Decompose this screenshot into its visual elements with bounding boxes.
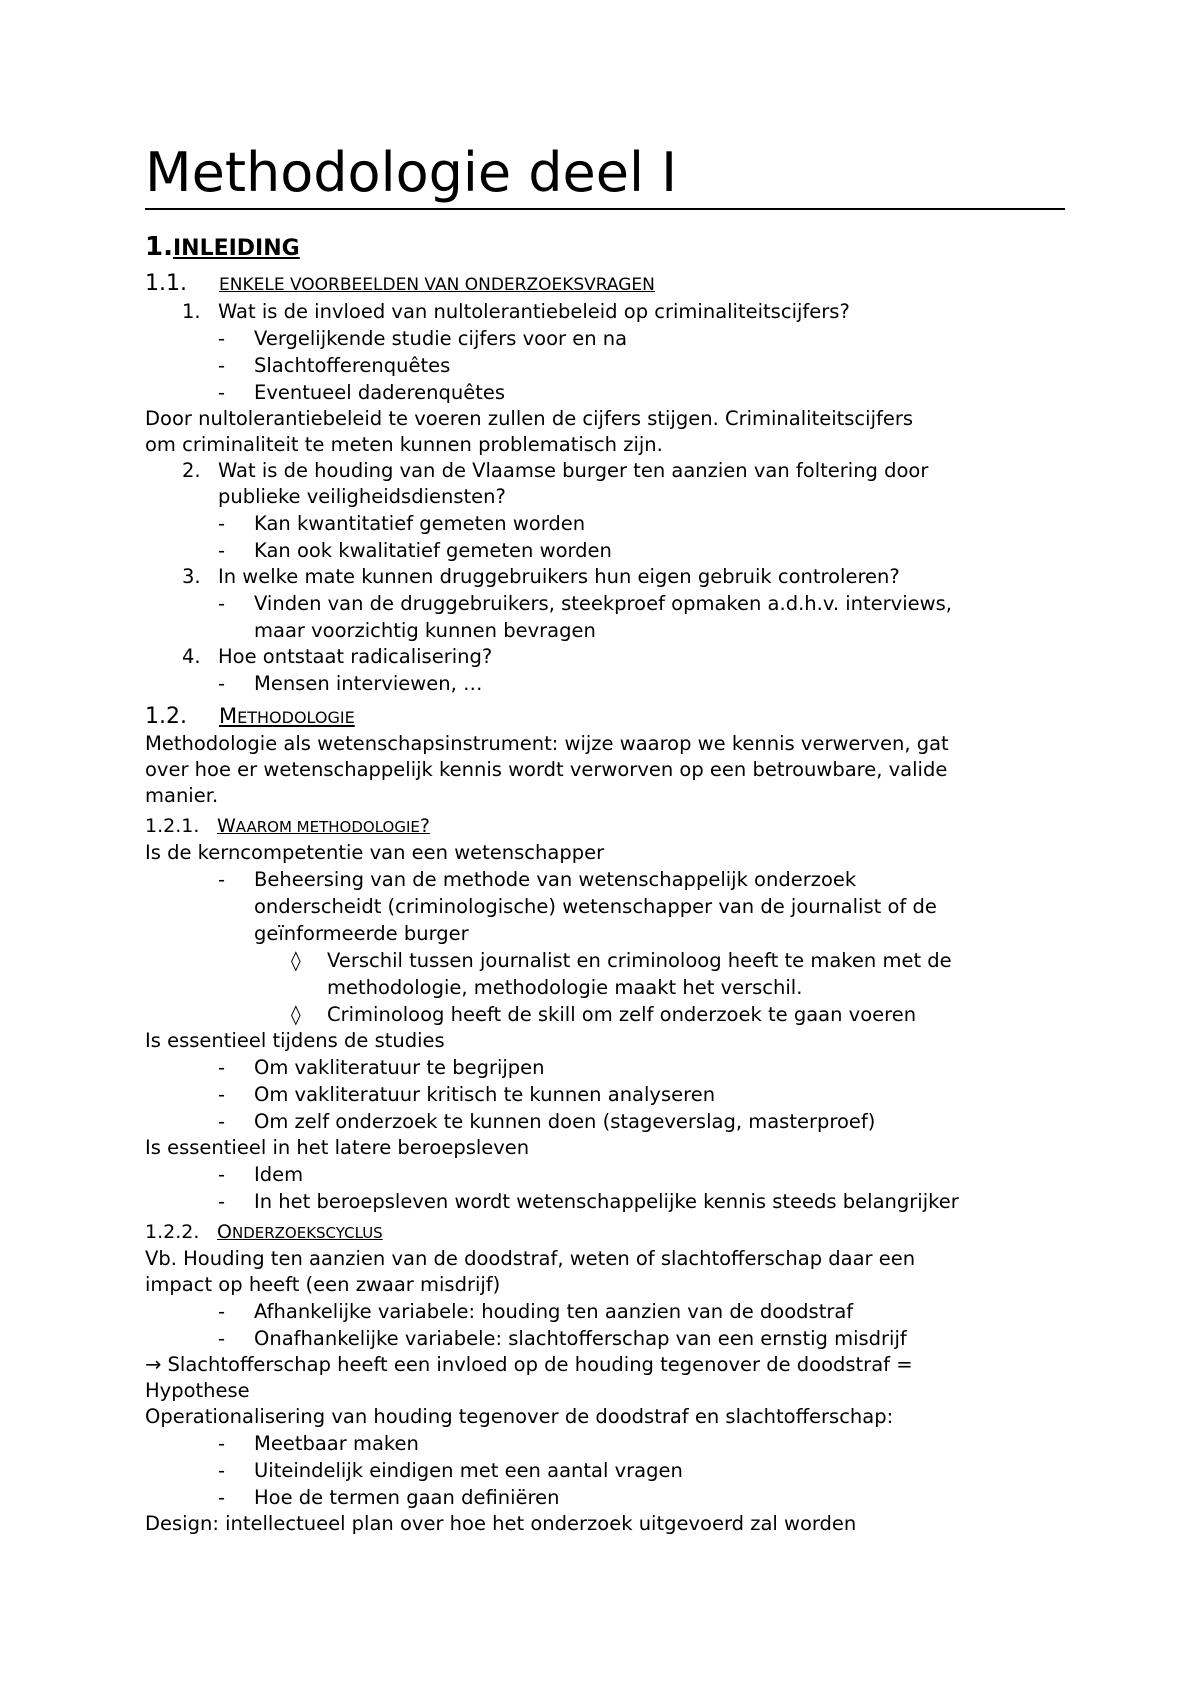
paragraph-line: Is essentieel tijdens de studies bbox=[145, 1029, 445, 1052]
sub-list-item bbox=[291, 947, 1065, 974]
question-2-cont bbox=[182, 484, 1065, 510]
paragraph-line: impact op heeft (een zwaar misdrijf) bbox=[145, 1273, 501, 1296]
heading-waarom bbox=[145, 813, 1065, 840]
list-number: 1. bbox=[182, 300, 201, 323]
dash-marker: - bbox=[218, 1163, 226, 1186]
list-item-text: Verschil tussen journalist en criminoloog heeft te maken met de bbox=[327, 949, 952, 972]
dash-marker: - bbox=[218, 1056, 226, 1079]
dash-marker: - bbox=[218, 539, 226, 562]
heading-label bbox=[219, 703, 355, 731]
sub-list-item-cont bbox=[291, 974, 1065, 1001]
list-item bbox=[218, 379, 1065, 406]
heading-rest: AAROM METHODOLOGIE bbox=[235, 818, 420, 836]
list-item bbox=[218, 1430, 1065, 1457]
list-item bbox=[218, 590, 1065, 617]
heading-inleiding bbox=[145, 230, 1065, 266]
diamond-marker: ◊ bbox=[291, 949, 301, 972]
paragraph-line: Is de kerncompetentie van een wetenschapper bbox=[145, 841, 605, 864]
dash-marker: - bbox=[218, 512, 226, 535]
list-item-cont bbox=[218, 893, 1065, 920]
list-item bbox=[218, 537, 1065, 564]
dash-marker: - bbox=[218, 672, 226, 695]
question-text: Wat is de invloed van nultolerantiebeleid op criminaliteitscijfers? bbox=[218, 300, 850, 323]
dash-marker: - bbox=[218, 1110, 226, 1133]
dash-marker: - bbox=[218, 1432, 226, 1455]
list-item bbox=[218, 1298, 1065, 1325]
paragraph-line: Hypothese bbox=[145, 1379, 250, 1402]
list-item-text: Beheersing van de methode van wetenschappelijk onderzoek bbox=[254, 868, 857, 891]
list-item-text: Om vakliteratuur te begrijpen bbox=[254, 1056, 545, 1079]
list-item-text: maar voorzichtig kunnen bevragen bbox=[254, 619, 596, 642]
list-item bbox=[218, 1484, 1065, 1511]
paragraph-line: Vb. Houding ten aanzien van de doodstraf, weten of slachtofferschap daar een bbox=[145, 1247, 916, 1270]
dash-marker: - bbox=[218, 1083, 226, 1106]
list-item bbox=[218, 1161, 1065, 1188]
heading-voorbeelden bbox=[145, 270, 1065, 299]
list-item bbox=[218, 866, 1065, 893]
heading-initial: M bbox=[219, 704, 238, 728]
heading-label bbox=[217, 1219, 383, 1246]
list-item-text: methodologie, methodologie maakt het verschil. bbox=[327, 976, 803, 999]
list-item-text: Meetbaar maken bbox=[254, 1432, 419, 1455]
heading-initial: W bbox=[217, 815, 236, 837]
question-3 bbox=[182, 564, 1065, 590]
list-item bbox=[218, 325, 1065, 352]
list-item-text: In het beroepsleven wordt wetenschappelijke kennis steeds belangrijker bbox=[254, 1190, 959, 1213]
dash-marker: - bbox=[218, 354, 226, 377]
list-item bbox=[218, 1108, 1065, 1135]
heading-rest: ETHODOLOGIE bbox=[237, 708, 355, 727]
heading-end: ? bbox=[419, 815, 430, 837]
dash-marker: - bbox=[218, 868, 226, 891]
list-number: 4. bbox=[182, 645, 201, 668]
paragraph-text: Slachtofferschap heeft een invloed op de houding tegenover de doodstraf = bbox=[167, 1353, 913, 1376]
list-item bbox=[218, 1188, 1065, 1215]
heading-number: 1.2.2. bbox=[145, 1221, 200, 1243]
heading-number: 1.2. bbox=[145, 704, 187, 729]
list-item bbox=[218, 352, 1065, 379]
dash-marker: - bbox=[218, 1190, 226, 1213]
heading-methodologie bbox=[145, 703, 1065, 731]
list-item bbox=[218, 1054, 1065, 1081]
dash-marker: - bbox=[218, 381, 226, 404]
sub-list-item bbox=[291, 1001, 1065, 1028]
list-item-text: Kan ook kwalitatief gemeten worden bbox=[254, 539, 612, 562]
dash-marker: - bbox=[218, 1459, 226, 1482]
dash-marker: - bbox=[218, 592, 226, 615]
list-item-text: Vinden van de druggebruikers, steekproef opmaken a.d.h.v. interviews, bbox=[254, 592, 952, 615]
paragraph-line: Design: intellectueel plan over hoe het onderzoek uitgevoerd zal worden bbox=[145, 1512, 857, 1535]
document-page bbox=[145, 140, 1065, 1537]
list-item-cont bbox=[218, 617, 1065, 644]
list-item bbox=[218, 1457, 1065, 1484]
list-item bbox=[218, 1081, 1065, 1108]
list-item-text: Onafhankelijke variabele: slachtofferschap van een ernstig misdrijf bbox=[254, 1327, 907, 1350]
document-title: Methodologie deel I bbox=[145, 140, 1065, 210]
heading-label: INLEIDING bbox=[172, 236, 300, 261]
dash-marker: - bbox=[218, 327, 226, 350]
list-item-text: Vergelijkende studie cijfers voor en na bbox=[254, 327, 628, 350]
heading-onderzoekscyclus bbox=[145, 1219, 1065, 1246]
paragraph-line: om criminaliteit te meten kunnen problematisch zijn. bbox=[145, 433, 663, 456]
arrow-icon: → bbox=[145, 1353, 162, 1376]
list-item-text: onderscheidt (criminologische) wetenschapper van de journalist of de bbox=[254, 895, 937, 918]
list-item-text: Afhankelijke variabele: houding ten aanzien van de doodstraf bbox=[254, 1300, 854, 1323]
list-item-text: Mensen interviewen, … bbox=[254, 672, 483, 695]
paragraph-line: Is essentieel in het latere beroepsleven bbox=[145, 1136, 530, 1159]
list-number: 3. bbox=[182, 565, 201, 588]
heading-label: ENKELE VOORBEELDEN VAN ONDERZOEKSVRAGEN bbox=[219, 275, 655, 295]
heading-number: 1. bbox=[145, 232, 173, 262]
dash-marker: - bbox=[218, 1300, 226, 1323]
paragraph-line: Door nultolerantiebeleid te voeren zullen de cijfers stijgen. Criminaliteitscijfers bbox=[145, 407, 914, 430]
heading-rest: NDERZOEKSCYCLUS bbox=[231, 1224, 383, 1242]
list-item-text: Slachtofferenquêtes bbox=[254, 354, 451, 377]
question-1 bbox=[182, 299, 1065, 325]
question-text: Hoe ontstaat radicalisering? bbox=[218, 645, 493, 668]
question-text: publieke veiligheidsdiensten? bbox=[218, 485, 506, 508]
heading-initial: O bbox=[217, 1221, 232, 1243]
list-item bbox=[218, 1325, 1065, 1352]
question-4 bbox=[182, 644, 1065, 670]
list-item-text: Eventueel daderenquêtes bbox=[254, 381, 506, 404]
list-item-text: Kan kwantitatief gemeten worden bbox=[254, 512, 586, 535]
question-text: Wat is de houding van de Vlaamse burger ten aanzien van foltering door bbox=[218, 459, 929, 482]
paragraph-line: manier. bbox=[145, 784, 219, 807]
question-text: In welke mate kunnen druggebruikers hun eigen gebruik controleren? bbox=[218, 565, 900, 588]
paragraph-line: Operationalisering van houding tegenover de doodstraf en slachtofferschap: bbox=[145, 1405, 894, 1428]
list-item bbox=[218, 670, 1065, 697]
paragraph-line: over hoe er wetenschappelijk kennis wordt verworven op een betrouwbare, valide bbox=[145, 758, 948, 781]
list-item-text: Om zelf onderzoek te kunnen doen (stageverslag, masterproef) bbox=[254, 1110, 876, 1133]
paragraph-line bbox=[145, 1352, 1065, 1378]
paragraph-line: Methodologie als wetenschapsinstrument: wijze waarop we kennis verwerven, gat bbox=[145, 732, 949, 755]
list-item-text: Om vakliteratuur kritisch te kunnen analyseren bbox=[254, 1083, 716, 1106]
list-item-text: Hoe de termen gaan definiëren bbox=[254, 1486, 560, 1509]
heading-label bbox=[217, 813, 430, 840]
list-item-text: geïnformeerde burger bbox=[254, 922, 469, 945]
heading-number: 1.2.1. bbox=[145, 815, 200, 837]
diamond-marker: ◊ bbox=[291, 1003, 301, 1026]
list-item-cont bbox=[218, 920, 1065, 947]
list-item-text: Idem bbox=[254, 1163, 304, 1186]
list-item-text: Uiteindelijk eindigen met een aantal vragen bbox=[254, 1459, 683, 1482]
list-item bbox=[218, 510, 1065, 537]
question-2 bbox=[182, 458, 1065, 484]
dash-marker: - bbox=[218, 1327, 226, 1350]
dash-marker: - bbox=[218, 1486, 226, 1509]
list-item-text: Criminoloog heeft de skill om zelf onderzoek te gaan voeren bbox=[327, 1003, 917, 1026]
heading-number: 1.1. bbox=[145, 271, 187, 296]
list-number: 2. bbox=[182, 459, 201, 482]
